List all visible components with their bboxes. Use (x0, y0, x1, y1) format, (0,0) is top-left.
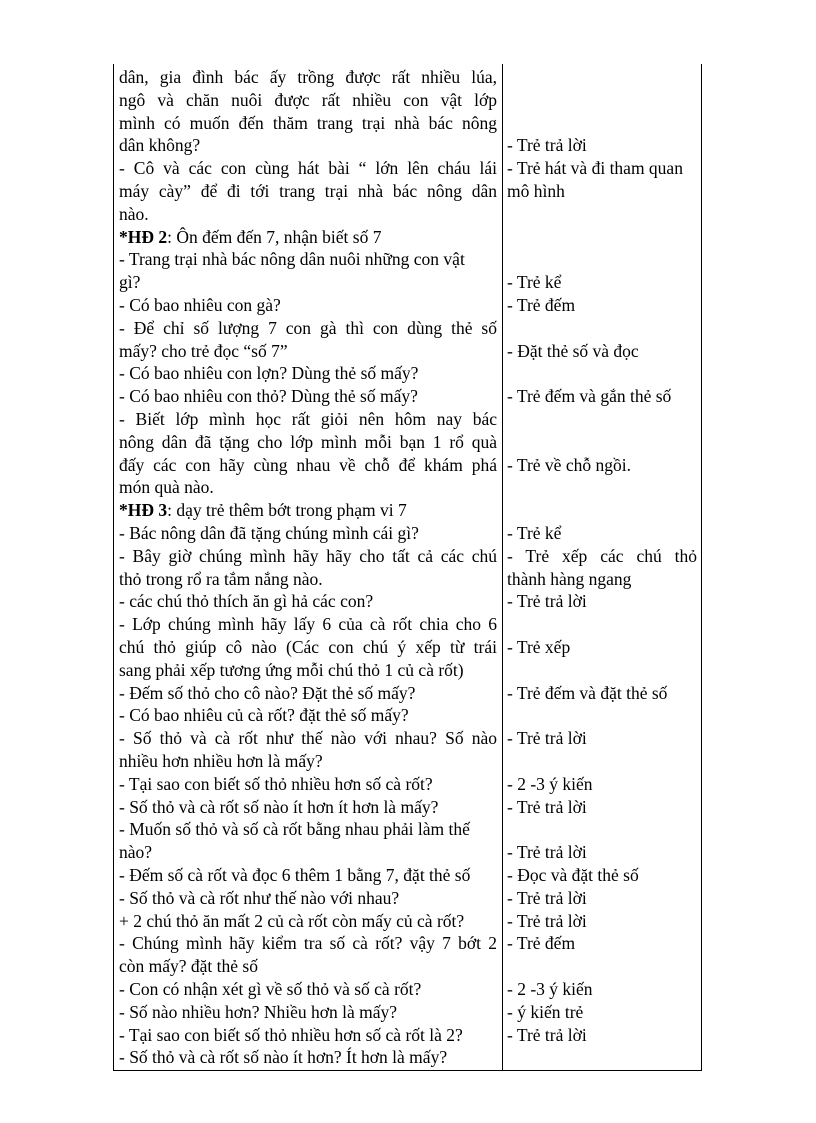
teacher-activity-line: - các chú thỏ thích ăn gì hả các con? (119, 591, 374, 612)
child-activity-line: - Trẻ đếm (507, 295, 576, 315)
teacher-activity-line: máy cày” để đi tới trang trại nhà bác nông dân (119, 181, 497, 201)
child-activity-line: - Trẻ trả lời (507, 842, 587, 863)
child-activity-line: - Trẻ trả lời (507, 796, 587, 817)
table-border-right (701, 64, 702, 1071)
child-activity-line: - Trẻ xếp các chú thỏ (507, 545, 697, 566)
teacher-activity-line: ngô và chăn nuôi được rất nhiều con vật lớp (119, 89, 497, 110)
teacher-activity-line: dân không? (119, 135, 201, 156)
child-activity-line: - 2 -3 ý kiến (507, 773, 593, 794)
teacher-activity-line: - Số thỏ và cà rốt số nào ít hơn? Ít hơn là mấy? (119, 1047, 448, 1068)
activity-heading-label: *HĐ 2 (119, 226, 168, 247)
teacher-activity-line: - Số nào nhiều hơn? Nhiều hơn là mấy? (119, 1001, 398, 1022)
activity-heading-text: : Ôn đếm đến 7, nhận biết số 7 (167, 226, 382, 247)
child-activity-line: - ý kiến trẻ (507, 1001, 584, 1022)
child-activity-line: - Đọc và đặt thẻ số (507, 865, 639, 885)
child-activity-line: - Trẻ kể (507, 272, 562, 293)
child-activity-line: - Trẻ trả lời (507, 1024, 587, 1045)
table-column-divider (502, 64, 503, 1071)
teacher-activity-line: - Tại sao con biết số thỏ nhiều hơn số cà rốt là 2? (119, 1024, 463, 1045)
child-activity-line: - Trẻ hát và đi tham quan (507, 158, 683, 179)
activity-heading-text: : dạy trẻ thêm bớt trong phạm vi 7 (167, 500, 407, 521)
teacher-activity-line: - Bác nông dân đã tặng chúng mình cái gì? (119, 523, 419, 543)
teacher-activity-line: - Có bao nhiêu con lợn? Dùng thẻ số mấy? (119, 363, 419, 384)
teacher-activity-line: + 2 chú thỏ ăn mất 2 củ cà rốt còn mấy củ cà rốt? (119, 910, 465, 931)
teacher-activity-line (119, 226, 497, 249)
teacher-activity-line: nhiều hơn nhiều hơn là mấy? (119, 751, 323, 771)
teacher-activity-line: gì? (119, 272, 141, 293)
child-activity-line: - Trẻ đếm và gắn thẻ số (507, 386, 672, 407)
teacher-activity-line: - Để chỉ số lượng 7 con gà thì con dùng thẻ số (119, 317, 497, 338)
teacher-activity-line: nào. (119, 203, 149, 224)
teacher-activity-line: - Có bao nhiêu con gà? (119, 295, 281, 315)
teacher-activity-line: đấy các con hãy cùng nhau về chỗ để khám phá (119, 454, 497, 475)
table-border-bottom (113, 1070, 702, 1071)
teacher-activity-line: - Có bao nhiêu củ cà rốt? đặt thẻ số mấy? (119, 705, 409, 726)
teacher-activity-line: - Chúng mình hãy kiểm tra số cà rốt? vậy 7 bớt 2 (119, 933, 497, 954)
teacher-activity-line: - Muốn số thỏ và số cà rốt bằng nhau phải làm thế (119, 819, 470, 840)
teacher-activity-line: - Con có nhận xét gì về số thỏ và số cà rốt? (119, 979, 422, 999)
teacher-activity-line: - Biết lớp mình học rất giỏi nên hôm nay bác (119, 409, 497, 429)
teacher-activity-line: - Bây giờ chúng mình hãy hãy cho tất cả các chú (119, 545, 497, 566)
child-activity-line: thành hàng ngang (507, 568, 632, 589)
teacher-activity-line: - Số thỏ và cà rốt như thế nào với nhau? Số nào (119, 728, 497, 749)
teacher-activity-line: mấy? cho trẻ đọc “số 7” (119, 340, 288, 361)
teacher-activity-line: - Đếm số cà rốt và đọc 6 thêm 1 bằng 7, đặt thẻ số (119, 865, 471, 885)
teacher-activity-line: - Có bao nhiêu con thỏ? Dùng thẻ số mấy? (119, 386, 418, 407)
teacher-activity-line: - Đếm số thỏ cho cô nào? Đặt thẻ số mấy? (119, 682, 416, 703)
child-activity-line: - 2 -3 ý kiến (507, 979, 593, 999)
child-activity-line: - Trẻ trả lời (507, 135, 587, 156)
child-activity-line: - Trẻ xếp (507, 637, 571, 657)
activity-heading-label: *HĐ 3 (119, 500, 168, 521)
child-activity-line: - Trẻ trả lời (507, 887, 587, 908)
teacher-activity-line: - Số thỏ và cà rốt số nào ít hơn ít hơn là mấy? (119, 796, 439, 817)
teacher-activity-line: món quà nào. (119, 477, 214, 498)
child-activity-line: - Trẻ về chỗ ngồi. (507, 454, 631, 475)
teacher-activity-line: nông dân đã tặng cho lớp mình mỗi bạn 1 rổ quà (119, 431, 497, 452)
teacher-activity-line: - Số thỏ và cà rốt như thế nào với nhau? (119, 887, 400, 908)
teacher-activity-line: - Trang trại nhà bác nông dân nuôi những con vật (119, 249, 465, 270)
teacher-activity-line: còn mấy? đặt thẻ số (119, 956, 258, 977)
table-border-left (113, 64, 114, 1071)
teacher-activity-line: nào? (119, 842, 153, 863)
child-activity-line: - Trẻ trả lời (507, 728, 587, 749)
teacher-activity-line: - Cô và các con cùng hát bài “ lớn lên cháu lái (119, 158, 497, 179)
lesson-table (113, 64, 702, 1071)
teacher-activity-line: chú thỏ giúp cô nào (Các con chú ý xếp từ trái (119, 637, 497, 657)
child-activity-line: - Trẻ kể (507, 523, 562, 543)
teacher-activity-line: thỏ trong rổ ra tắm nắng nào. (119, 568, 323, 589)
child-activity-line: mô hình (507, 181, 565, 201)
child-activity-line: - Đặt thẻ số và đọc (507, 340, 639, 361)
child-activity-line: - Trẻ đếm (507, 933, 576, 954)
child-activity-line: - Trẻ đếm và đặt thẻ số (507, 682, 668, 703)
teacher-activity-line: sang phải xếp tương ứng mỗi chú thỏ 1 củ cà rốt) (119, 659, 464, 680)
child-activity-line: - Trẻ trả lời (507, 910, 587, 931)
teacher-activity-line: dân, gia đình bác ấy trồng được rất nhiều lúa, (119, 67, 497, 87)
child-activity-line: - Trẻ trả lời (507, 591, 587, 612)
teacher-activity-line: - Tại sao con biết số thỏ nhiều hơn số cà rốt? (119, 773, 433, 794)
teacher-activity-line: - Lớp chúng mình hãy lấy 6 của cà rốt chia cho 6 (119, 614, 497, 635)
teacher-activity-line (119, 499, 497, 522)
teacher-activity-line: mình có muốn đến thăm trang trại nhà bác nông (119, 112, 497, 133)
